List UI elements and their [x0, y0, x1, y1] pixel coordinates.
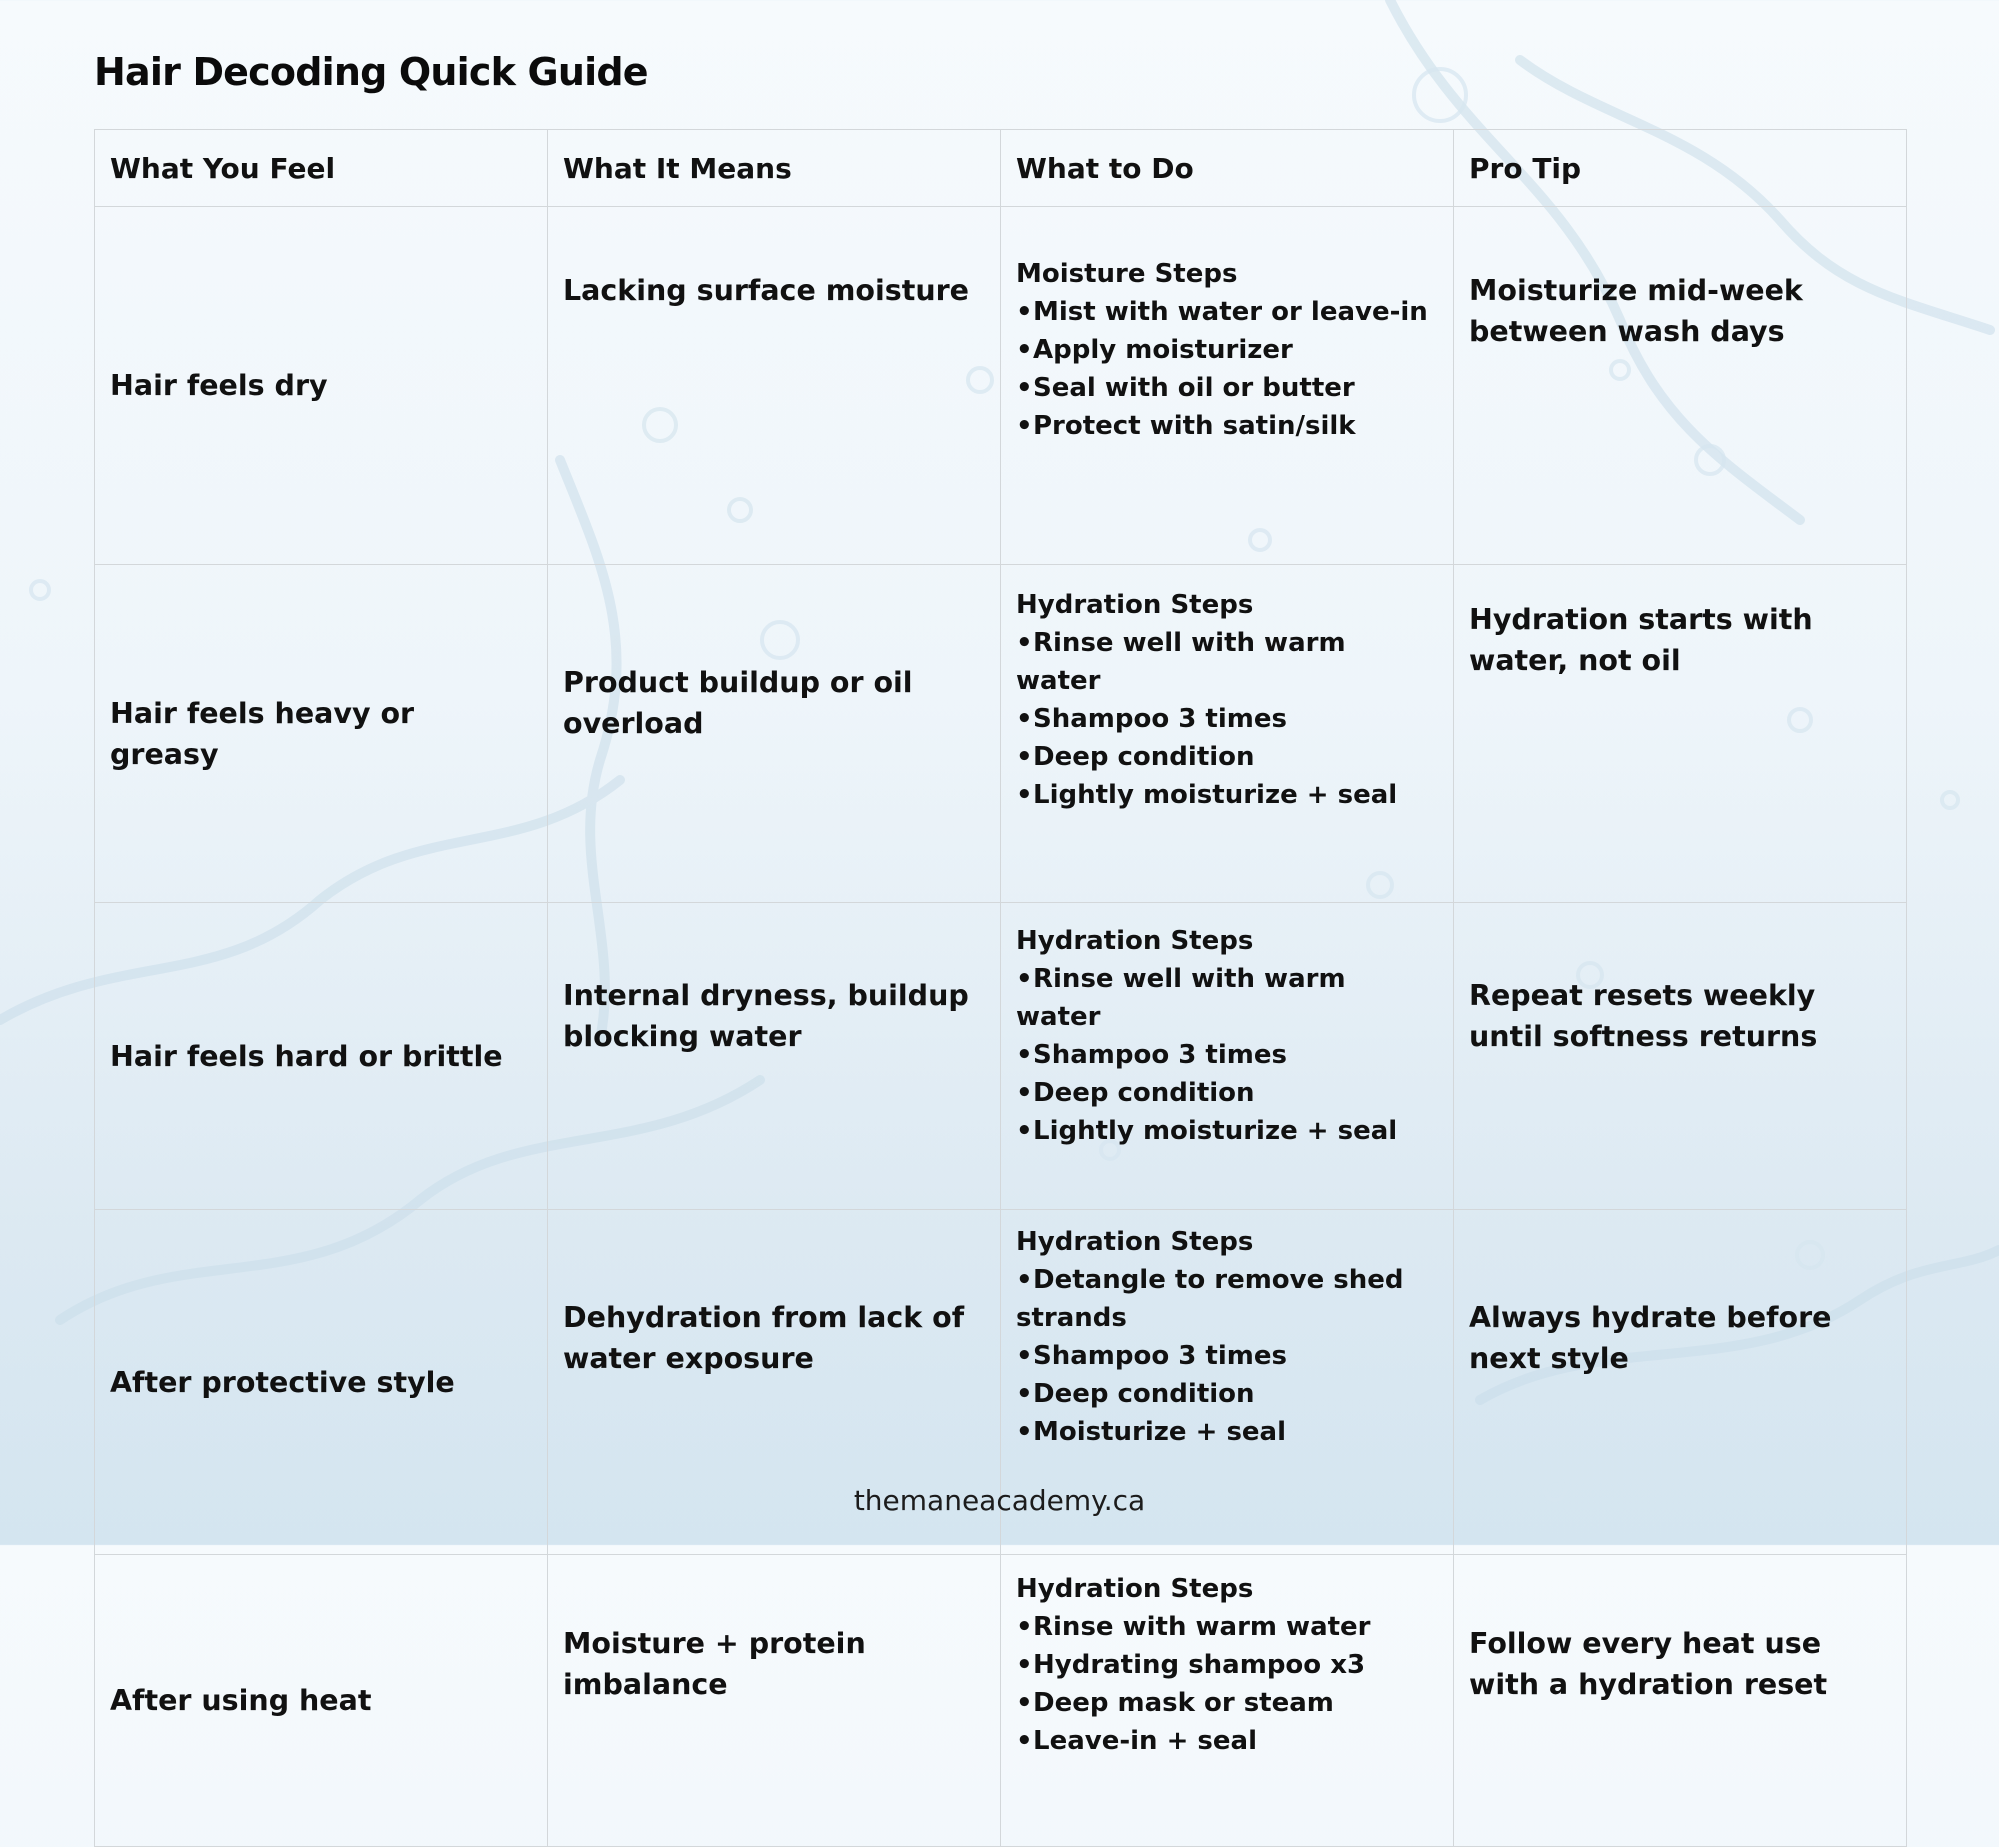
step-text: Shampoo 3 times: [1033, 1040, 1287, 1070]
step-list: [1016, 960, 1438, 1150]
bullet-icon: •: [1016, 1417, 1033, 1447]
step-list: [1016, 293, 1438, 445]
step-text: Shampoo 3 times: [1033, 704, 1287, 734]
header-pro-tip: Pro Tip: [1454, 130, 1907, 207]
step-text: Lightly moisturize + seal: [1033, 1116, 1398, 1146]
means-cell: Lacking surface moisture: [548, 207, 1001, 565]
todo-cell: [1001, 565, 1454, 903]
step-text: Apply moisturizer: [1033, 335, 1293, 365]
step-list: [1016, 1261, 1438, 1451]
bullet-icon: •: [1016, 742, 1033, 772]
bullet-icon: •: [1016, 1341, 1033, 1371]
steps-heading: Hydration Steps: [1016, 926, 1254, 956]
feel-cell: After using heat: [95, 1555, 548, 1847]
todo-cell: [1001, 207, 1454, 565]
step-item: [1016, 407, 1438, 445]
step-text: Moisturize + seal: [1033, 1417, 1287, 1447]
bullet-icon: •: [1016, 373, 1033, 403]
bullet-icon: •: [1016, 1379, 1033, 1409]
means-cell: Internal dryness, buildup blocking water: [548, 903, 1001, 1210]
step-item: [1016, 1375, 1438, 1413]
step-text: Deep mask or steam: [1033, 1688, 1334, 1718]
means-cell: Dehydration from lack of water exposure: [548, 1210, 1001, 1555]
step-list: [1016, 1608, 1438, 1760]
feel-cell: After protective style: [95, 1210, 548, 1555]
bullet-icon: •: [1016, 1650, 1033, 1680]
step-item: [1016, 700, 1438, 738]
bullet-icon: •: [1016, 1688, 1033, 1718]
step-item: [1016, 1036, 1438, 1074]
table-row: [95, 565, 1907, 903]
step-item: [1016, 1337, 1438, 1375]
bullet-icon: •: [1016, 1726, 1033, 1756]
feel-cell: Hair feels heavy or greasy: [95, 565, 548, 903]
means-cell: Product buildup or oil overload: [548, 565, 1001, 903]
step-item: [1016, 738, 1438, 776]
step-text: Shampoo 3 times: [1033, 1341, 1287, 1371]
step-text: Seal with oil or butter: [1033, 373, 1355, 403]
bullet-icon: •: [1016, 411, 1033, 441]
pro-tip-cell: Always hydrate before next style: [1454, 1210, 1907, 1555]
steps-heading: Hydration Steps: [1016, 1574, 1254, 1604]
step-text: Lightly moisturize + seal: [1033, 780, 1398, 810]
means-cell: Moisture + protein imbalance: [548, 1555, 1001, 1847]
step-item: [1016, 1646, 1438, 1684]
hair-guide-table: [94, 129, 1907, 1847]
step-text: Detangle to remove shed strands: [1016, 1265, 1404, 1333]
bullet-icon: •: [1016, 964, 1033, 994]
header-what-it-means: What It Means: [548, 130, 1001, 207]
step-item: [1016, 776, 1438, 814]
step-item: [1016, 1608, 1438, 1646]
pro-tip-cell: Moisturize mid-week between wash days: [1454, 207, 1907, 565]
table-row: [95, 903, 1907, 1210]
bullet-icon: •: [1016, 297, 1033, 327]
steps-heading: Hydration Steps: [1016, 590, 1254, 620]
step-text: Hydrating shampoo x3: [1033, 1650, 1366, 1680]
step-item: [1016, 960, 1438, 1036]
table-row: [95, 1555, 1907, 1847]
bullet-icon: •: [1016, 1265, 1033, 1295]
bullet-icon: •: [1016, 1612, 1033, 1642]
step-item: [1016, 1261, 1438, 1337]
step-item: [1016, 293, 1438, 331]
pro-tip-cell: Hydration starts with water, not oil: [1454, 565, 1907, 903]
step-item: [1016, 369, 1438, 407]
step-text: Deep condition: [1033, 742, 1255, 772]
step-text: Protect with satin/silk: [1033, 411, 1356, 441]
step-text: Rinse well with warm water: [1016, 964, 1346, 1032]
step-text: Rinse with warm water: [1033, 1612, 1371, 1642]
step-text: Rinse well with warm water: [1016, 628, 1346, 696]
bullet-icon: •: [1016, 704, 1033, 734]
bullet-icon: •: [1016, 1116, 1033, 1146]
footer-website-url: themaneacademy.ca: [853, 1484, 1146, 1517]
step-list: [1016, 624, 1438, 814]
table-header-row: [95, 130, 1907, 207]
step-text: Deep condition: [1033, 1078, 1255, 1108]
feel-cell: Hair feels dry: [95, 207, 548, 565]
steps-heading: Hydration Steps: [1016, 1227, 1254, 1257]
feel-cell: Hair feels hard or brittle: [95, 903, 548, 1210]
bullet-icon: •: [1016, 1078, 1033, 1108]
pro-tip-cell: Follow every heat use with a hydration reset: [1454, 1555, 1907, 1847]
todo-cell: [1001, 1555, 1454, 1847]
step-item: [1016, 1112, 1438, 1150]
step-item: [1016, 1684, 1438, 1722]
todo-cell: [1001, 903, 1454, 1210]
header-what-to-do: What to Do: [1001, 130, 1454, 207]
bullet-icon: •: [1016, 1040, 1033, 1070]
pro-tip-cell: Repeat resets weekly until softness returns: [1454, 903, 1907, 1210]
step-item: [1016, 1413, 1438, 1451]
step-item: [1016, 624, 1438, 700]
table-row: [95, 207, 1907, 565]
bullet-icon: •: [1016, 335, 1033, 365]
step-item: [1016, 1722, 1438, 1760]
step-text: Deep condition: [1033, 1379, 1255, 1409]
step-text: Mist with water or leave-in: [1033, 297, 1428, 327]
step-item: [1016, 1074, 1438, 1112]
step-text: Leave-in + seal: [1033, 1726, 1257, 1756]
steps-heading: Moisture Steps: [1016, 259, 1238, 289]
bullet-icon: •: [1016, 780, 1033, 810]
step-item: [1016, 331, 1438, 369]
bullet-icon: •: [1016, 628, 1033, 658]
header-what-you-feel: What You Feel: [95, 130, 548, 207]
page-title: Hair Decoding Quick Guide: [94, 50, 648, 94]
